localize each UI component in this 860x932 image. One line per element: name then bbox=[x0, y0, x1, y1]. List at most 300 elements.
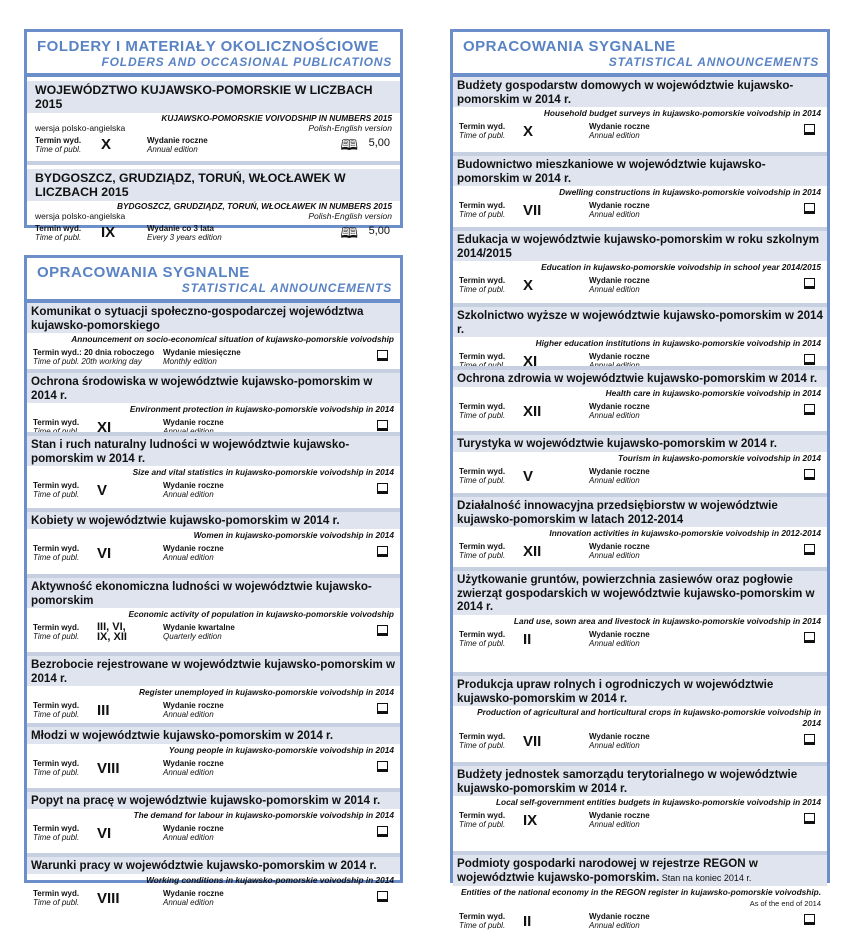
frequency-en: Quarterly edition bbox=[163, 632, 222, 641]
signal-left-panel bbox=[24, 255, 403, 907]
time-label-pl: Termin wyd. bbox=[33, 418, 80, 427]
time-label-pl: Termin wyd. bbox=[33, 481, 80, 490]
publication-month: X bbox=[523, 123, 534, 140]
announcement-title bbox=[453, 766, 827, 796]
folder-entry[interactable] bbox=[27, 161, 400, 249]
book-icon: 🕮 bbox=[340, 225, 358, 242]
announcement-meta bbox=[33, 346, 394, 368]
publication-time-label bbox=[33, 481, 79, 499]
time-label-pl: Termin wyd. bbox=[459, 352, 506, 361]
frequency-label bbox=[163, 348, 241, 366]
publication-time-label bbox=[459, 122, 505, 140]
announcement-title-text: Ochrona zdrowia w województwie kujawsko-pomorskim w 2014 r. bbox=[457, 372, 818, 385]
announcement-meta bbox=[33, 887, 394, 909]
monitor-icon bbox=[377, 761, 388, 772]
publication-month: VII bbox=[523, 733, 542, 750]
announcement-title-en-text: Education in kujawsko-pomorskie voivodship in school year 2014/2015 bbox=[541, 262, 821, 272]
price: 5,00 bbox=[368, 225, 390, 237]
time-label-en: Time of publ. bbox=[33, 767, 80, 777]
publication-time-label bbox=[33, 824, 79, 842]
time-label-en: Time of publ. bbox=[33, 490, 80, 499]
publication-month: XI bbox=[97, 419, 112, 436]
monitor-icon bbox=[804, 203, 815, 214]
frequency-label bbox=[589, 201, 650, 219]
frequency-en: Annual edition bbox=[589, 361, 640, 370]
announcement-title-en-text: Register unemployed in kujawsko-pomorskie voivodship in 2014 bbox=[139, 687, 394, 697]
time-label-pl: Termin wyd. bbox=[459, 201, 506, 210]
version-label: wersja polsko-angielska bbox=[35, 211, 126, 221]
frequency-label bbox=[163, 623, 235, 641]
announcement-meta bbox=[33, 479, 394, 501]
publication-time-label bbox=[33, 889, 79, 907]
announcement-entry[interactable] bbox=[453, 366, 827, 431]
time-label-en: Time of publ. bbox=[459, 475, 506, 485]
announcement-title-en bbox=[33, 333, 394, 346]
monitor-icon bbox=[377, 703, 388, 714]
frequency-label bbox=[163, 889, 224, 907]
time-label-en: Time of publ. bbox=[33, 632, 80, 641]
frequency-pl: Wydanie roczne bbox=[589, 201, 650, 210]
publication-month: V bbox=[523, 467, 534, 485]
publication-time-label bbox=[459, 467, 505, 485]
frequency-pl: Wydanie miesięczne bbox=[163, 348, 241, 357]
announcement-title bbox=[27, 436, 400, 466]
announcement-title-en-note: As of the end of 2014 bbox=[749, 899, 821, 908]
announcement-title-en-text: Higher education institutions in kujawsko-pomorskie voivodship in 2014 bbox=[535, 338, 821, 348]
announcement-meta bbox=[459, 730, 821, 752]
announcement-title bbox=[27, 727, 400, 744]
time-label-pl: Termin wyd. bbox=[459, 912, 506, 921]
folder-title: WOJEWÓDZTWO KUJAWSKO-POMORSKIE W LICZBACH 2015 bbox=[27, 81, 400, 113]
announcement-title-text: Budżety gospodarstw domowych w województwie kujawsko-pomorskim w 2014 r. bbox=[457, 79, 794, 106]
time-label-pl: Termin wyd. bbox=[459, 732, 506, 741]
announcement-title-en bbox=[33, 466, 394, 479]
publication-month: XII bbox=[523, 402, 542, 420]
frequency-pl: Wydanie roczne bbox=[589, 542, 650, 551]
announcement-title bbox=[27, 373, 400, 403]
monitor-icon bbox=[804, 914, 815, 925]
time-label-en: Time of publ. bbox=[33, 710, 80, 719]
announcement-title-en-text: Working conditions in kujawsko-pomorskie voivodship in 2014 bbox=[146, 874, 394, 885]
announcement-entry[interactable] bbox=[27, 788, 400, 853]
announcement-title-text: Szkolnictwo wyższe w województwie kujawsko-pomorskim w 2014 r. bbox=[457, 309, 823, 336]
time-label-pl: Termin wyd. bbox=[459, 401, 506, 411]
announcement-title-en-text: Young people in kujawsko-pomorskie voivodship in 2014 bbox=[168, 744, 394, 755]
announcement-title bbox=[453, 855, 827, 886]
announcement-title-text: Stan i ruch naturalny ludności w województwie kujawsko-pomorskim w 2014 r. bbox=[31, 438, 350, 465]
publication-time-label bbox=[33, 759, 79, 777]
frequency-label bbox=[589, 542, 650, 560]
announcement-title-en bbox=[459, 387, 821, 400]
time-label-pl: Termin wyd. bbox=[459, 122, 506, 131]
announcement-meta bbox=[33, 699, 394, 721]
monitor-icon bbox=[804, 544, 815, 555]
announcement-title-text: Popyt na pracę w województwie kujawsko-pomorskim w 2014 r. bbox=[31, 794, 381, 807]
publication-month: IX bbox=[523, 812, 538, 829]
publication-time-label bbox=[35, 224, 81, 242]
announcement-meta bbox=[33, 621, 394, 643]
announcement-title-en bbox=[459, 186, 821, 199]
frequency-label bbox=[163, 481, 224, 499]
time-label-pl: Termin wyd.: 20 dnia roboczego bbox=[33, 348, 155, 357]
announcement-title-text: Turystyka w województwie kujawsko-pomorskim w 2014 r. bbox=[457, 437, 778, 450]
frequency-en: Monthly edition bbox=[163, 357, 217, 366]
announcement-title-text: Warunki pracy w województwie kujawsko-pomorskim w 2014 r. bbox=[31, 859, 377, 872]
monitor-icon bbox=[377, 420, 388, 431]
time-label-en: Time of publ. bbox=[33, 552, 80, 562]
frequency-pl: Wydanie roczne bbox=[589, 912, 650, 921]
publication-month: X bbox=[523, 277, 534, 294]
announcement-title-en-text: Size and vital statistics in kujawsko-pomorskie voivodship in 2014 bbox=[132, 467, 394, 477]
time-label-pl: Termin wyd. bbox=[459, 542, 506, 551]
frequency-label bbox=[589, 402, 650, 420]
announcement-title bbox=[453, 77, 827, 107]
announcement-title-en-text: Women in kujawsko-pomorskie voivodship in 2014 bbox=[193, 529, 394, 540]
publication-time-label bbox=[459, 912, 505, 930]
announcement-title-en-text: Health care in kujawsko-pomorskie voivodship in 2014 bbox=[605, 387, 821, 398]
announcement-title-text: Ochrona środowiska w województwie kujawsko-pomorskim w 2014 r. bbox=[31, 375, 373, 402]
monitor-icon bbox=[377, 546, 388, 557]
announcement-entry[interactable] bbox=[453, 762, 827, 851]
frequency-en: Annual edition bbox=[589, 820, 640, 829]
time-label-en: Time of publ. bbox=[35, 233, 82, 242]
monitor-icon bbox=[804, 632, 815, 643]
publication-time-label bbox=[459, 732, 505, 750]
signal-right-panel bbox=[450, 29, 830, 930]
frequency-pl: Wydanie roczne bbox=[589, 811, 650, 820]
monitor-icon bbox=[804, 354, 815, 365]
frequency-en: Annual edition bbox=[589, 638, 640, 648]
folders-panel bbox=[24, 29, 403, 242]
frequency-en: Annual edition bbox=[147, 145, 198, 154]
time-label-pl: Termin wyd. bbox=[35, 136, 82, 145]
announcement-title bbox=[453, 435, 827, 452]
announcement-title-text: Podmioty gospodarki narodowej w rejestrze REGON w województwie kujawsko-pomorskim. bbox=[457, 857, 758, 884]
publication-time-label bbox=[459, 811, 505, 829]
publication-time-label bbox=[33, 623, 79, 641]
price: 5,00 bbox=[368, 137, 390, 149]
frequency-pl: Wydanie roczne bbox=[589, 352, 650, 361]
frequency-en: Every 3 years edition bbox=[147, 233, 222, 242]
announcement-title bbox=[453, 497, 827, 527]
time-label-pl: Termin wyd. bbox=[33, 758, 80, 768]
frequency-en: Annual edition bbox=[163, 710, 214, 719]
publication-month: X bbox=[101, 136, 112, 153]
time-label-pl: Termin wyd. bbox=[459, 811, 506, 820]
signal-right-title: OPRACOWANIA SYGNALNE bbox=[463, 38, 676, 55]
time-label-pl: Termin wyd. bbox=[33, 701, 80, 710]
announcement-entry[interactable] bbox=[453, 152, 827, 227]
announcement-title bbox=[27, 512, 400, 529]
announcement-title-en bbox=[459, 706, 821, 730]
publication-time-label bbox=[33, 544, 79, 562]
frequency-en: Annual edition bbox=[163, 552, 214, 562]
publication-time-label bbox=[35, 136, 81, 154]
frequency-label bbox=[589, 811, 650, 829]
announcement-entry[interactable] bbox=[27, 432, 400, 508]
version-label-en: Polish-English version bbox=[308, 123, 392, 133]
announcement-title bbox=[27, 857, 400, 874]
frequency-label bbox=[589, 912, 650, 930]
announcement-title-text: Budownictwo mieszkaniowe w województwie kujawsko-pomorskim w 2014 r. bbox=[457, 158, 766, 185]
folder-title-en: KUJAWSKO-POMORSKIE VOIVODSHIP IN NUMBERS 2015 bbox=[161, 113, 392, 123]
announcement-entry[interactable] bbox=[27, 369, 400, 436]
announcement-entry[interactable] bbox=[453, 227, 827, 303]
announcement-title-en-text: Land use, sown area and livestock in kujawsko-pomorskie voivodship in 2014 bbox=[513, 615, 821, 626]
announcement-entry[interactable] bbox=[27, 853, 400, 917]
frequency-pl: Wydanie roczne bbox=[163, 418, 224, 427]
frequency-label bbox=[147, 136, 208, 154]
frequency-pl: Wydanie roczne bbox=[589, 629, 650, 639]
frequency-en: Annual edition bbox=[589, 410, 640, 420]
time-label-pl: Termin wyd. bbox=[33, 543, 80, 553]
time-label-en: Time of publ. bbox=[33, 427, 80, 436]
monitor-icon bbox=[377, 826, 388, 837]
announcement-meta bbox=[459, 540, 821, 562]
frequency-pl: Wydanie roczne bbox=[589, 401, 650, 411]
announcement-title bbox=[453, 231, 827, 261]
announcement-entry[interactable] bbox=[27, 303, 400, 369]
frequency-en: Annual edition bbox=[589, 210, 640, 219]
announcement-entry[interactable] bbox=[453, 77, 827, 152]
announcement-meta bbox=[459, 120, 821, 142]
publication-month: V bbox=[97, 482, 108, 499]
time-label-en: Time of publ. bbox=[459, 361, 506, 370]
monitor-icon bbox=[804, 404, 815, 415]
signal-left-header bbox=[27, 258, 400, 303]
announcement-title-en bbox=[459, 107, 821, 120]
frequency-pl: Wydanie roczne bbox=[589, 466, 650, 476]
time-label-en: Time of publ. bbox=[459, 285, 506, 294]
monitor-icon bbox=[804, 124, 815, 135]
monitor-icon bbox=[804, 734, 815, 745]
announcement-entry[interactable] bbox=[27, 508, 400, 574]
frequency-label bbox=[163, 701, 224, 719]
announcement-meta bbox=[33, 822, 394, 844]
time-label-pl: Termin wyd. bbox=[35, 224, 82, 233]
folder-title-en: BYDGOSZCZ, GRUDZIĄDZ, TORUŃ, WŁOCŁAWEK IN NUMBERS 2015 bbox=[116, 201, 392, 211]
frequency-en: Annual edition bbox=[589, 131, 640, 140]
frequency-label bbox=[163, 544, 224, 562]
frequency-label bbox=[589, 732, 650, 750]
time-label-en: Time of publ. bbox=[459, 820, 506, 829]
announcement-title-en bbox=[459, 886, 821, 910]
announcement-title-en-text: Innovation activities in kujawsko-pomorskie voivodship in 2012-2014 bbox=[549, 528, 821, 538]
announcement-title-en bbox=[33, 809, 394, 822]
announcement-meta bbox=[459, 274, 821, 296]
frequency-en: Annual edition bbox=[163, 427, 214, 436]
publication-month: VI bbox=[97, 824, 112, 842]
announcement-meta bbox=[459, 910, 821, 932]
announcement-title-en-text: Entities of the national economy in the REGON register in kujawsko-pomorskie voivodship. bbox=[460, 887, 821, 897]
book-icon: 🕮 bbox=[340, 137, 358, 154]
folders-title: FOLDERY I MATERIAŁY OKOLICZNOŚCIOWE bbox=[37, 38, 379, 55]
announcement-title bbox=[453, 676, 827, 706]
frequency-label bbox=[163, 824, 224, 842]
signal-left-title: OPRACOWANIA SYGNALNE bbox=[37, 264, 250, 281]
frequency-pl: Wydanie roczne bbox=[163, 888, 224, 898]
publication-time-label bbox=[33, 701, 79, 719]
announcement-title-text: Użytkowanie gruntów, powierzchnia zasiewów oraz pogłowie zwierząt gospodarskich w województwie kujawsko-pomorskim w 2014 r. bbox=[457, 573, 815, 613]
announcement-title-en-text: Announcement on socio-economical situation of kujawsko-pomorskie voivodship bbox=[71, 334, 394, 344]
folder-entry[interactable] bbox=[27, 77, 400, 161]
announcement-entry[interactable] bbox=[27, 723, 400, 788]
announcement-title-text: Aktywność ekonomiczna ludności w województwie kujawsko-pomorskim bbox=[31, 580, 372, 607]
publication-month: XII bbox=[523, 543, 542, 560]
time-label-pl: Termin wyd. bbox=[33, 623, 80, 632]
announcement-meta bbox=[33, 757, 394, 779]
announcement-entry[interactable] bbox=[453, 431, 827, 493]
publication-time-label bbox=[459, 201, 505, 219]
announcement-title-en bbox=[33, 529, 394, 542]
time-label-en: Time of publ. bbox=[459, 921, 506, 930]
announcement-title-en-text: The demand for labour in kujawsko-pomorskie voivodship in 2014 bbox=[133, 809, 394, 820]
announcement-meta bbox=[459, 465, 821, 487]
frequency-en: Annual edition bbox=[589, 741, 640, 750]
time-label-en: Time of publ. bbox=[33, 897, 80, 907]
frequency-pl: Wydanie kwartalne bbox=[163, 623, 235, 632]
time-label-en: Time of publ. bbox=[459, 131, 506, 140]
frequency-label bbox=[589, 630, 650, 648]
frequency-pl: Wydanie roczne bbox=[163, 823, 224, 833]
folder-title: BYDGOSZCZ, GRUDZIĄDZ, TORUŃ, WŁOCŁAWEK W LICZBACH 2015 bbox=[27, 169, 400, 201]
publication-month: VIII bbox=[97, 759, 120, 777]
time-label-en: Time of publ. bbox=[459, 638, 506, 648]
announcement-title-en-text: Dwelling constructions in kujawsko-pomorskie voivodship in 2014 bbox=[559, 187, 821, 197]
frequency-label bbox=[589, 276, 650, 294]
frequency-en: Annual edition bbox=[163, 832, 214, 842]
announcement-entry[interactable] bbox=[27, 652, 400, 723]
announcement-title bbox=[453, 156, 827, 186]
announcement-title-note: Stan na koniec 2014 r. bbox=[659, 872, 752, 883]
time-label-en: Time of publ. bbox=[459, 210, 506, 219]
frequency-label bbox=[589, 122, 650, 140]
frequency-en: Annual edition bbox=[589, 285, 640, 294]
frequency-pl: Wydanie roczne bbox=[163, 543, 224, 553]
frequency-pl: Wydanie roczne bbox=[163, 481, 224, 490]
publication-month: III bbox=[97, 702, 110, 719]
publication-time-label bbox=[459, 630, 505, 648]
time-label-en: Time of publ. 20th working day bbox=[33, 357, 142, 366]
announcement-entry[interactable] bbox=[453, 672, 827, 762]
announcement-meta bbox=[33, 542, 394, 564]
publication-month: II bbox=[523, 913, 532, 930]
announcement-title bbox=[27, 792, 400, 809]
publication-time-label bbox=[459, 542, 505, 560]
monitor-icon bbox=[804, 278, 815, 289]
frequency-pl: Wydanie roczne bbox=[147, 136, 208, 145]
announcement-title-en-text: Production of agricultural and horticultural crops in kujawsko-pomorskie voivodship in 2014 bbox=[477, 707, 821, 728]
frequency-en: Annual edition bbox=[589, 551, 640, 560]
time-label-pl: Termin wyd. bbox=[459, 629, 506, 639]
publication-month: II bbox=[523, 630, 532, 648]
announcement-title-text: Edukacja w województwie kujawsko-pomorskim w roku szkolnym 2014/2015 bbox=[457, 233, 820, 260]
time-label-en: Time of publ. bbox=[459, 741, 506, 750]
frequency-pl: Wydanie roczne bbox=[589, 276, 650, 285]
publication-time-label bbox=[459, 276, 505, 294]
folders-list bbox=[27, 77, 400, 249]
time-label-pl: Termin wyd. bbox=[459, 466, 506, 476]
announcement-title bbox=[453, 571, 827, 615]
announcement-title-text: Bezrobocie rejestrowane w województwie kujawsko-pomorskim w 2014 r. bbox=[31, 658, 396, 685]
announcement-title-en bbox=[459, 452, 821, 465]
announcement-title-en bbox=[459, 796, 821, 809]
frequency-pl: Wydanie roczne bbox=[163, 758, 224, 768]
version-label-en: Polish-English version bbox=[308, 211, 392, 221]
announcement-title-en bbox=[33, 403, 394, 416]
announcement-title-en bbox=[459, 527, 821, 540]
announcement-title-text: Działalność innowacyjna przedsiębiorstw w województwie kujawsko-pomorskim w latach 2012-2014 bbox=[457, 499, 778, 526]
announcement-entry[interactable] bbox=[453, 493, 827, 567]
announcement-entry[interactable] bbox=[453, 851, 827, 930]
monitor-icon bbox=[377, 483, 388, 494]
announcement-meta bbox=[459, 400, 821, 422]
announcement-title-en-text: Economic activity of population in kujawsko-pomorskie voivodship bbox=[128, 609, 394, 619]
monitor-icon bbox=[377, 891, 388, 902]
announcement-title-en bbox=[33, 874, 394, 887]
signal-right-list bbox=[453, 77, 827, 930]
folder-meta bbox=[35, 211, 392, 245]
monitor-icon bbox=[377, 350, 388, 361]
signal-left-list bbox=[27, 303, 400, 917]
frequency-label bbox=[589, 467, 650, 485]
frequency-en: Annual edition bbox=[589, 475, 640, 485]
frequency-label bbox=[163, 759, 224, 777]
version-label: wersja polsko-angielska bbox=[35, 123, 126, 133]
announcement-entry[interactable] bbox=[27, 574, 400, 652]
announcement-title-en bbox=[459, 261, 821, 274]
announcement-title-en-text: Household budget surveys in kujawsko-pomorskie voivodship in 2014 bbox=[543, 108, 821, 118]
frequency-pl: Wydanie roczne bbox=[589, 122, 650, 131]
time-label-en: Time of publ. bbox=[33, 832, 80, 842]
time-label-pl: Termin wyd. bbox=[33, 888, 80, 898]
announcement-title-en bbox=[33, 744, 394, 757]
signal-left-title-en: STATISTICAL ANNOUNCEMENTS bbox=[181, 281, 392, 295]
announcement-title-en-text: Environment protection in kujawsko-pomorskie voivodship in 2014 bbox=[129, 404, 394, 414]
announcement-entry[interactable] bbox=[453, 567, 827, 672]
publication-month: VIII bbox=[97, 889, 120, 907]
publication-time-label bbox=[33, 348, 154, 366]
announcement-title-text: Produkcja upraw rolnych i ogrodniczych w województwie kujawsko-pomorskim w 2014 r. bbox=[457, 678, 774, 705]
publication-month: III, VI, IX, XII bbox=[97, 621, 127, 643]
announcement-entry[interactable] bbox=[453, 303, 827, 370]
announcement-title-en-text: Local self-government entities budgets in kujawsko-pomorskie voivodship in 2014 bbox=[495, 797, 821, 807]
frequency-en: Annual edition bbox=[163, 897, 214, 907]
signal-right-header bbox=[453, 32, 827, 77]
signal-right-title-en: STATISTICAL ANNOUNCEMENTS bbox=[608, 55, 819, 69]
time-label-pl: Termin wyd. bbox=[33, 823, 80, 833]
publication-time-label bbox=[459, 402, 505, 420]
announcement-title-text: Kobiety w województwie kujawsko-pomorskim w 2014 r. bbox=[31, 514, 340, 527]
monitor-icon bbox=[377, 625, 388, 636]
monitor-icon bbox=[804, 469, 815, 480]
time-label-en: Time of publ. bbox=[459, 410, 506, 420]
frequency-en: Annual edition bbox=[163, 767, 214, 777]
frequency-pl: Wydanie roczne bbox=[163, 701, 224, 710]
frequency-pl: Wydanie co 3 lata bbox=[147, 224, 214, 233]
frequency-en: Annual edition bbox=[589, 921, 640, 930]
announcement-title bbox=[27, 656, 400, 686]
folders-title-en: FOLDERS AND OCCASIONAL PUBLICATIONS bbox=[101, 55, 392, 69]
frequency-pl: Wydanie roczne bbox=[589, 732, 650, 741]
time-label-en: Time of publ. bbox=[459, 551, 506, 560]
publication-month: IX bbox=[101, 224, 116, 241]
announcement-title-text: Komunikat o sytuacji społeczno-gospodarczej województwa kujawsko-pomorskiego bbox=[31, 305, 364, 332]
time-label-en: Time of publ. bbox=[35, 145, 82, 154]
announcement-title bbox=[453, 370, 827, 387]
announcement-title bbox=[453, 307, 827, 337]
announcement-title-en-text: Tourism in kujawsko-pomorskie voivodship in 2014 bbox=[617, 452, 821, 463]
